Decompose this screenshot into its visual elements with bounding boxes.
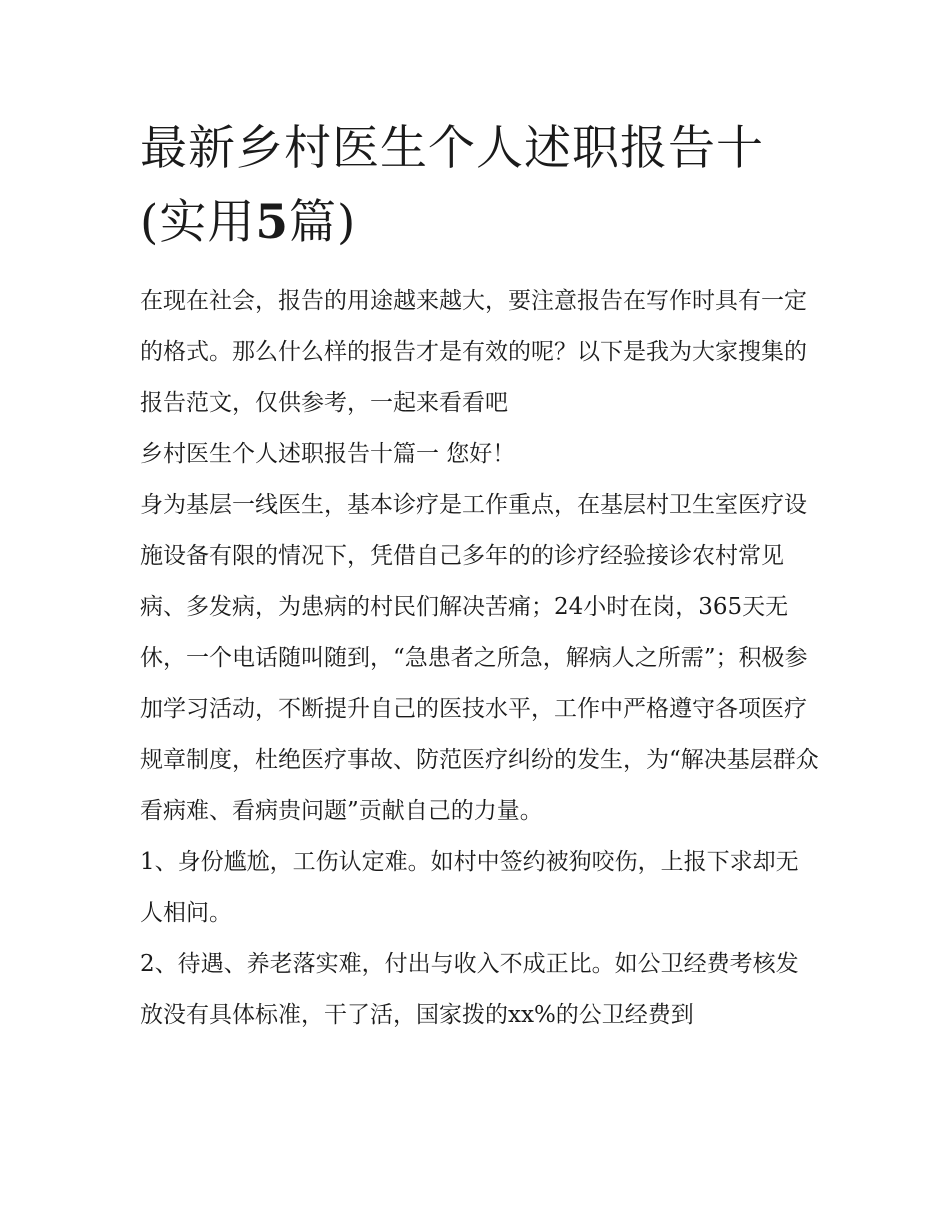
title-line-2-number: 5 [255,195,290,250]
document-title [140,112,820,260]
section-heading: 乡村医生个人述职报告十篇一 您好！ [140,441,516,467]
body-paragraph: 身为基层一线医生，基本诊疗是工作重点，在基层村卫生室医疗设施设备有限的情况下，凭借自己多年的的诊疗经验接诊农村常见病、多发病，为患病的村民们解决苦痛；24小时在岗，365天无休，一个电话随叫随到，“急患者之所急，解病人之所需”；积极参加学习活动，不断提升自己的医技水平，工作中严格遵守各项医疗规章制度，杜绝医疗事故、防范医疗纠纷的发生，为“解决基层群众看病难、看病贵问题”贡献自己的力量。 [140,492,819,824]
list-item-2: 2、待遇、养老落实难，付出与收入不成正比。如公卫经费考核发放没有具体标准，干了活，国家拨的xx%的公卫经费到 [140,951,799,1028]
document-page [140,112,820,1041]
title-line-2-suffix: 篇) [289,195,357,250]
list-item-1: 1、身份尴尬，工伤认定难。如村中签约被狗咬伤，上报下求却无人相问。 [140,849,799,926]
intro-paragraph: 在现在社会，报告的用途越来越大，要注意报告在写作时具有一定的格式。那么什么样的报告才是有效的呢？以下是我为大家搜集的报告范文，仅供参考，一起来看看吧 [140,288,807,416]
title-line-2-prefix: (实用 [140,195,256,250]
title-line-1: 最新乡村医生个人述职报告十 [140,121,764,176]
